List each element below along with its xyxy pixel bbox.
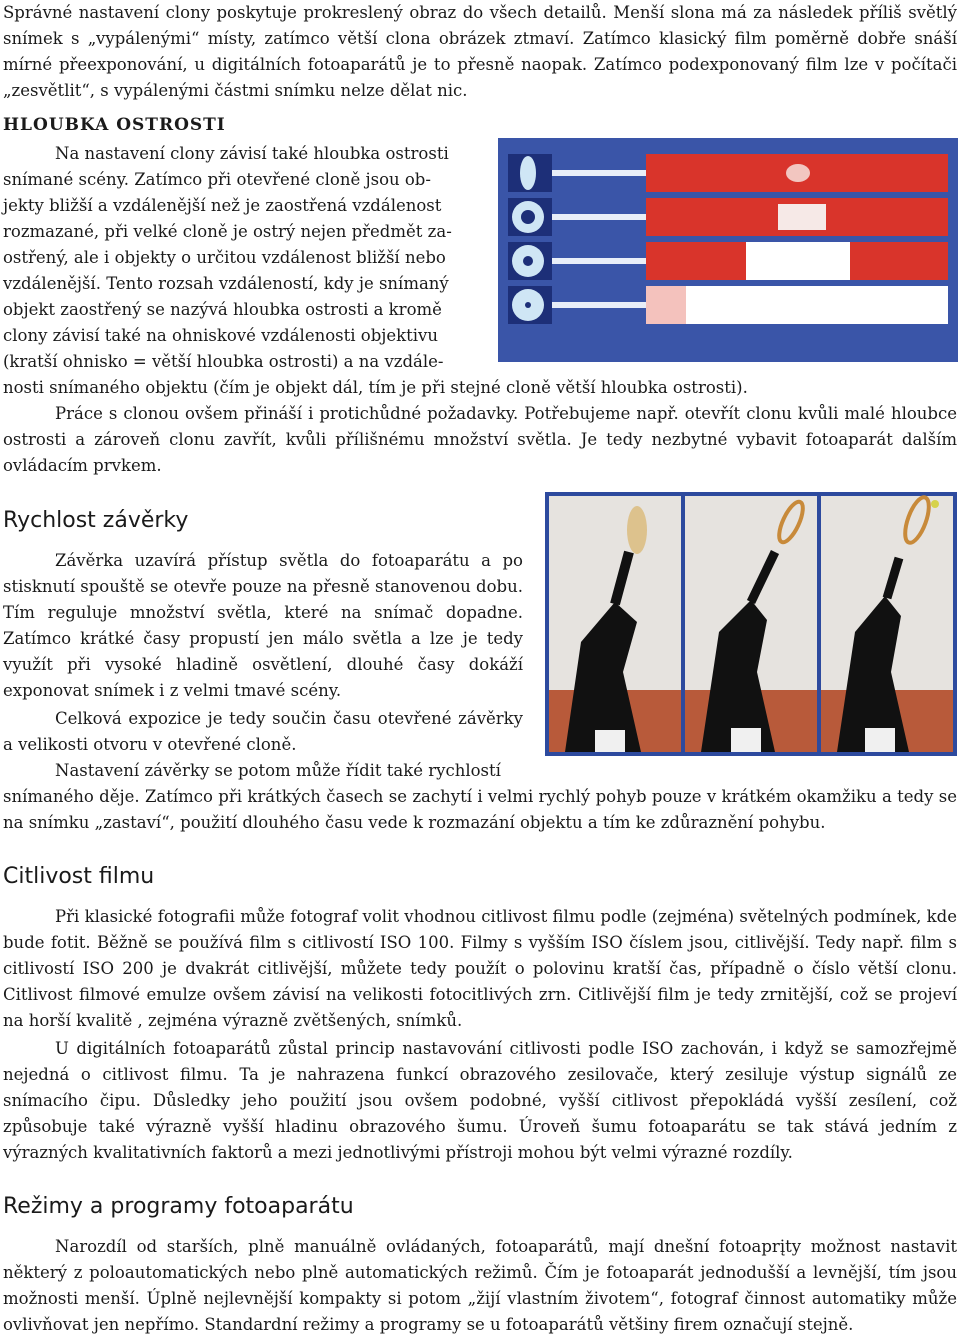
depth-line-9: (kratší ohnisko = větší hloubka ostrosti) a na vzdále-: [3, 352, 444, 371]
tennis-photo-1: [549, 496, 681, 752]
heading-camera-modes: Režimy a programy fotoaparátu: [3, 1194, 354, 1219]
shutter-paragraph-1: Závěrka uzavírá přístup světla do fotoaparátu a po stisknutí spouště se otevře pouze na přesně stanovenou dobu. Tím reguluje množství světla, které na snímač dopadne. Zatímco krátké časy propustí jen málo světla a lze je tedy využít při vysoké hladině osvětlení, dlouhé časy dokáží exponovat snímek i z velmi tmavé scény.: [3, 551, 523, 700]
depth-line-3: jekty bližší a vzdálenější než je zaostřená vzdálenost: [3, 196, 442, 215]
heading-film-sensitivity: Citlivost filmu: [3, 864, 155, 889]
depth-line-4: rozmazané, při velké cloně je ostrý nejen předmět za-: [3, 222, 452, 241]
shutter-paragraph-3-line-1: Nastavení závěrky se potom může řídit také rychlostí: [55, 761, 501, 780]
tennis-photo-3: [821, 494, 953, 752]
depth-line-7: objekt zaostřený se nazývá hloubka ostrosti a kromě: [3, 300, 442, 319]
film-paragraph-2: U digitálních fotoaparátů zůstal princip nastavování citlivosti podle ISO zachován, i když se samozřejmě nejedná o citlivost filmu. Ta je nahrazena funkcí obrazového zesilovače, který zesiluje výstup signálů ze snímacího čipu. Důsledky jeho použití jsou ovšem podobné, vyšší citlivost přepokládá vyšší zesílení, což způsobuje také výrazně vyšší hladinu obrazového šumu. Úroveň šumu fotoaparátu se tak stává jedním z výrazných kvalitativních faktorů a mezi jednotlivými přístroji mohou být velmi výrazné rozdíly.: [3, 1039, 957, 1162]
shutter-paragraph-3: snímaného děje. Zatímco při krátkých časech se zachytí i velmi rychlý pohyb pouze v krátkém okamžiku a tedy se na snímku „zastaví“, použití dlouhého času vede k rozmazání objektu a tím ke zdůraznění pohybu.: [3, 787, 957, 832]
depth-paragraph-2: Práce s clonou ovšem přináší i protichůdné požadavky. Potřebujeme např. otevřít clonu kvůli malé hloubce ostrosti a zároveň clonu zavřít, kvůli přílišnému množství světla. Je tedy nezbytné vybavit fotoaparát dalším ovládacím prvkem.: [3, 404, 957, 475]
heading-depth-of-field: HLOUBKA OSTROSTI: [3, 115, 226, 135]
lens-icon: [520, 156, 536, 190]
intro-paragraph: Správné nastavení clony poskytuje prokreslený obraz do všech detailů. Menší slona má za následek příliš světlý snímek s „vypálenými“ místy, zatímco větší clona obrázek ztmaví. Zatímco klasický film poměrně dobře snáší mírné přeexponování, u digitálních fotoaparátů je to přesně naopak. Zatímco podexponovaný film lze v počítači „zesvětlit“, s vypálenými částmi snímku nelze dělat nic.: [3, 3, 957, 100]
modes-paragraph-1: Narozdíl od starších, plně manuálně ovládaných, fotoaparátů, mají dnešní fotoaprįty možnost nastavit některý z poloautomatických nebo plně automatických režimů. Čím je fotoaparát jednodušší a levnější, tím jsou možnosti menší. Úplně nejlevnější kompakty si potom „žijí vlastním životem“, fotograf činnost automatiky může ovlivňovat jen nepřímo. Standardní režimy a programy se u fotoaparátů většiny firem označují stejně.: [3, 1237, 957, 1334]
depth-line-5: ostřený, ale i objekty o určitou vzdálenost bližší nebo: [3, 248, 446, 267]
depth-line-10: nosti snímaného objektu (čím je objekt dál, tím je při stejné cloně větší hloubka ostrosti).: [3, 378, 748, 397]
depth-line-6: vzdálenější. Tento rozsah vzdáleností, kdy je snímaný: [3, 274, 449, 293]
aperture-depth-figure: [498, 138, 958, 362]
heading-shutter-speed: Rychlost závěrky: [3, 508, 189, 533]
depth-bar-white: [646, 286, 948, 324]
depth-line-2: snímané scény. Zatímco při otevřené cloně jsou ob-: [3, 170, 431, 189]
depth-line-1: Na nastavení clony závisí také hloubka ostrosti: [55, 144, 449, 163]
tennis-photo-strip: [545, 492, 957, 756]
tennis-photo-2: [685, 496, 817, 752]
depth-line-8: clony závisí také na ohniskové vzdálenosti objektivu: [3, 326, 439, 345]
film-paragraph-1: Při klasické fotografii může fotograf volit vhodnou citlivost filmu podle (zejména) světelných podmínek, kde bude fotit. Běžně se používá film s citlivostí ISO 100. Filmy s vyšším ISO číslem jsou, citlivější. Tedy např. film s citlivostí ISO 200 je dvakrát citlivější, můžete tedy použít o polovinu kratší čas, případně o číslo větší clonu. Citlivost filmové emulze ovšem závisí na velikosti fotocitlivých zrn. Citlivější film je tedy zrnitější, což se projeví na horší kvalitě , zejména výrazně zvětšených, snímků.: [3, 907, 957, 1030]
shutter-paragraph-2: Celková expozice je tedy součin času otevřené závěrky a velikosti otvoru v otevřené cloně.: [3, 709, 523, 754]
